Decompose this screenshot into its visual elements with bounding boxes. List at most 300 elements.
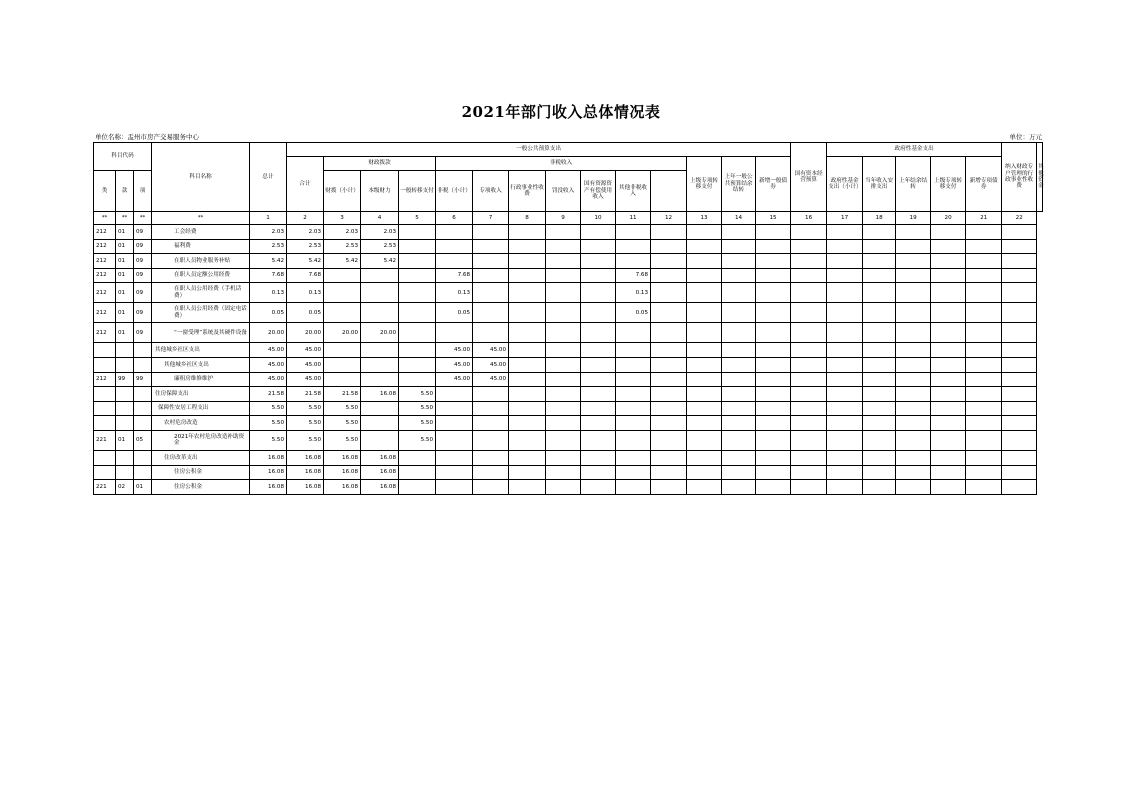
header-state-capital: 国有资本经营预算	[791, 143, 827, 212]
cell-empty	[791, 372, 827, 387]
cell-empty	[722, 372, 756, 387]
cell-empty	[687, 323, 722, 343]
cell-empty	[931, 450, 966, 465]
cell-empty	[546, 254, 581, 269]
cell-empty	[1002, 343, 1037, 358]
cell-empty	[896, 450, 931, 465]
cell-empty	[546, 323, 581, 343]
cell-empty	[791, 225, 827, 240]
header-kuan: 款	[116, 171, 134, 212]
cell-empty	[509, 465, 546, 480]
cell-lei	[94, 387, 116, 402]
cell-fiscal-sub: 16.08	[324, 450, 361, 465]
index-cell: 2	[287, 212, 324, 225]
cell-empty	[756, 450, 791, 465]
cell-other-nontax	[616, 225, 651, 240]
cell-empty	[827, 239, 863, 254]
cell-general-transfer	[399, 283, 436, 303]
cell-empty	[966, 323, 1002, 343]
cell-empty	[931, 357, 966, 372]
cell-empty	[931, 268, 966, 283]
cell-total: 20.00	[250, 323, 287, 343]
cell-empty	[756, 225, 791, 240]
header-new-special-bonds: 新增专项债券	[966, 157, 1002, 212]
header-nontax-income: 非税收入	[436, 157, 687, 171]
cell-empty	[827, 254, 863, 269]
cell-fiscal-sub	[324, 283, 361, 303]
cell-empty	[791, 450, 827, 465]
cell-empty	[863, 323, 896, 343]
cell-empty	[863, 387, 896, 402]
cell-empty	[687, 303, 722, 323]
cell-empty	[722, 225, 756, 240]
cell-empty	[756, 416, 791, 431]
cell-empty	[546, 303, 581, 323]
cell-empty	[509, 225, 546, 240]
cell-kuan: 01	[116, 268, 134, 283]
cell-empty	[722, 465, 756, 480]
cell-general-transfer	[399, 343, 436, 358]
cell-empty	[896, 303, 931, 323]
cell-kuan	[116, 387, 134, 402]
index-cell: 10	[581, 212, 616, 225]
cell-nontax-sub: 45.00	[436, 357, 473, 372]
cell-empty	[896, 239, 931, 254]
cell-empty	[966, 430, 1002, 450]
cell-empty	[827, 283, 863, 303]
cell-empty	[791, 416, 827, 431]
index-row	[94, 212, 1043, 225]
cell-lei: 212	[94, 372, 116, 387]
cell-empty	[931, 387, 966, 402]
cell-empty	[896, 357, 931, 372]
cell-other-nontax	[616, 416, 651, 431]
cell-name: 其他城乡社区支出	[152, 343, 250, 358]
cell-local-fiscal	[361, 401, 399, 416]
cell-local-fiscal: 16.08	[361, 450, 399, 465]
cell-empty	[966, 450, 1002, 465]
index-cell: 22	[1002, 212, 1037, 225]
header-code: 科目代码	[94, 143, 152, 171]
cell-nontax-sub	[436, 239, 473, 254]
header-admin-fees: 行政事业性收费	[509, 171, 546, 212]
cell-empty	[581, 430, 616, 450]
index-cell: 16	[791, 212, 827, 225]
cell-empty	[546, 387, 581, 402]
cell-empty	[581, 450, 616, 465]
cell-subtotal: 21.58	[287, 387, 324, 402]
cell-empty	[687, 283, 722, 303]
cell-fiscal-sub: 2.03	[324, 225, 361, 240]
cell-kuan: 99	[116, 372, 134, 387]
cell-kuan	[116, 450, 134, 465]
cell-kuan: 01	[116, 430, 134, 450]
cell-nontax-sub: 7.68	[436, 268, 473, 283]
cell-general-transfer	[399, 357, 436, 372]
cell-empty	[1002, 450, 1037, 465]
cell-lei	[94, 357, 116, 372]
cell-name: 福利费	[152, 239, 250, 254]
cell-subtotal: 0.05	[287, 303, 324, 323]
header-fiscal-sub: 财拨（小计）	[324, 171, 361, 212]
cell-empty	[896, 254, 931, 269]
cell-empty	[581, 357, 616, 372]
cell-empty	[1002, 268, 1037, 283]
cell-empty	[931, 303, 966, 323]
cell-empty	[931, 225, 966, 240]
cell-subtotal: 45.00	[287, 372, 324, 387]
cell-empty	[687, 430, 722, 450]
cell-empty	[509, 268, 546, 283]
cell-other-nontax: 0.13	[616, 283, 651, 303]
cell-subtotal: 5.50	[287, 416, 324, 431]
cell-local-fiscal	[361, 372, 399, 387]
cell-general-transfer: 5.50	[399, 387, 436, 402]
cell-name: “一窗受理”系统及其硬件设备	[152, 323, 250, 343]
cell-special-income	[473, 303, 509, 323]
table-row	[94, 268, 1043, 283]
cell-general-transfer: 5.50	[399, 401, 436, 416]
cell-total: 16.08	[250, 465, 287, 480]
cell-empty	[546, 416, 581, 431]
cell-fiscal-sub: 2.53	[324, 239, 361, 254]
cell-empty	[966, 465, 1002, 480]
cell-empty	[509, 357, 546, 372]
income-table	[93, 142, 1043, 495]
cell-lei: 221	[94, 430, 116, 450]
cell-name: 2021年农村危房改造补助资金	[152, 430, 250, 450]
cell-general-transfer	[399, 239, 436, 254]
cell-empty	[687, 225, 722, 240]
cell-empty	[1002, 225, 1037, 240]
cell-kuan: 01	[116, 254, 134, 269]
cell-local-fiscal	[361, 268, 399, 283]
unit-label: 单位：万元	[1009, 133, 1042, 141]
cell-empty	[827, 401, 863, 416]
cell-empty	[722, 387, 756, 402]
cell-fiscal-sub: 5.50	[324, 401, 361, 416]
cell-empty	[722, 480, 756, 495]
cell-empty	[1002, 254, 1037, 269]
header-fiscal-appropriation: 财政拨款	[324, 157, 436, 171]
cell-general-transfer	[399, 465, 436, 480]
cell-empty	[756, 254, 791, 269]
cell-xiang	[134, 416, 152, 431]
cell-subtotal: 45.00	[287, 343, 324, 358]
cell-subtotal: 20.00	[287, 323, 324, 343]
cell-nontax-sub	[436, 450, 473, 465]
index-cell: 18	[863, 212, 896, 225]
cell-name: 廉租房维修维护	[152, 372, 250, 387]
cell-local-fiscal: 2.53	[361, 239, 399, 254]
cell-empty	[581, 254, 616, 269]
index-cell: 8	[509, 212, 546, 225]
cell-empty	[756, 480, 791, 495]
cell-special-income: 45.00	[473, 343, 509, 358]
cell-subtotal: 16.08	[287, 465, 324, 480]
cell-fiscal-sub: 20.00	[324, 323, 361, 343]
cell-empty	[896, 268, 931, 283]
table-row	[94, 430, 1043, 450]
cell-empty	[509, 283, 546, 303]
cell-xiang: 09	[134, 303, 152, 323]
cell-special-income	[473, 465, 509, 480]
cell-empty	[863, 268, 896, 283]
cell-empty	[863, 372, 896, 387]
cell-empty	[509, 239, 546, 254]
cell-empty	[791, 343, 827, 358]
index-cell: 6	[436, 212, 473, 225]
cell-empty	[546, 450, 581, 465]
cell-local-fiscal	[361, 416, 399, 431]
cell-empty	[722, 416, 756, 431]
cell-lei	[94, 343, 116, 358]
cell-fiscal-sub: 5.50	[324, 416, 361, 431]
cell-empty	[931, 323, 966, 343]
cell-empty	[896, 480, 931, 495]
cell-other-nontax	[616, 430, 651, 450]
cell-subtotal: 5.50	[287, 401, 324, 416]
cell-total: 5.50	[250, 416, 287, 431]
cell-empty	[687, 416, 722, 431]
cell-special-income	[473, 268, 509, 283]
cell-empty	[651, 283, 687, 303]
cell-special-income: 45.00	[473, 372, 509, 387]
cell-total: 45.00	[250, 357, 287, 372]
index-cell: 20	[931, 212, 966, 225]
cell-local-fiscal: 5.42	[361, 254, 399, 269]
table-row	[94, 372, 1043, 387]
cell-empty	[827, 323, 863, 343]
cell-lei: 221	[94, 480, 116, 495]
cell-xiang	[134, 343, 152, 358]
cell-empty	[722, 343, 756, 358]
cell-total: 16.08	[250, 450, 287, 465]
index-cell: 3	[324, 212, 361, 225]
cell-kuan	[116, 357, 134, 372]
cell-special-income	[473, 430, 509, 450]
cell-empty	[966, 283, 1002, 303]
header-nontax-sub: 非税（小计）	[436, 171, 473, 212]
header-row-1	[94, 143, 1043, 157]
cell-subtotal: 16.08	[287, 450, 324, 465]
cell-empty	[509, 343, 546, 358]
cell-kuan: 02	[116, 480, 134, 495]
cell-empty	[651, 372, 687, 387]
header-prev-balance: 上年结余结转	[896, 157, 931, 212]
cell-general-transfer: 5.50	[399, 430, 436, 450]
cell-empty	[791, 268, 827, 283]
cell-empty	[722, 323, 756, 343]
cell-subtotal: 2.53	[287, 239, 324, 254]
cell-empty	[722, 239, 756, 254]
cell-kuan	[116, 401, 134, 416]
cell-fiscal-sub: 16.08	[324, 480, 361, 495]
cell-empty	[581, 268, 616, 283]
cell-subtotal: 45.00	[287, 357, 324, 372]
cell-subtotal: 0.13	[287, 283, 324, 303]
cell-other-nontax	[616, 343, 651, 358]
cell-empty	[1002, 372, 1037, 387]
cell-nontax-sub	[436, 480, 473, 495]
cell-empty	[581, 387, 616, 402]
cell-empty	[722, 268, 756, 283]
cell-empty	[827, 430, 863, 450]
cell-fiscal-sub	[324, 372, 361, 387]
cell-empty	[756, 401, 791, 416]
cell-empty	[966, 372, 1002, 387]
cell-empty	[722, 303, 756, 323]
header-current-income: 当年收入安排支出	[863, 157, 896, 212]
cell-other-nontax	[616, 465, 651, 480]
cell-name: 住房公积金	[152, 465, 250, 480]
cell-empty	[791, 323, 827, 343]
cell-total: 0.13	[250, 283, 287, 303]
cell-nontax-sub	[436, 465, 473, 480]
cell-total: 5.50	[250, 430, 287, 450]
cell-other-nontax	[616, 450, 651, 465]
cell-empty	[1002, 357, 1037, 372]
cell-empty	[546, 372, 581, 387]
cell-nontax-sub	[436, 416, 473, 431]
cell-empty	[756, 465, 791, 480]
cell-xiang	[134, 450, 152, 465]
cell-empty	[896, 372, 931, 387]
cell-empty	[863, 480, 896, 495]
cell-nontax-sub: 0.05	[436, 303, 473, 323]
cell-fiscal-sub: 5.50	[324, 430, 361, 450]
header-fiscal-special-account: 纳入财政专户管理的行政事业性收费	[1002, 143, 1037, 212]
cell-empty	[546, 465, 581, 480]
cell-local-fiscal	[361, 343, 399, 358]
cell-general-transfer	[399, 254, 436, 269]
cell-empty	[687, 450, 722, 465]
cell-subtotal: 2.03	[287, 225, 324, 240]
cell-empty	[791, 239, 827, 254]
cell-nontax-sub	[436, 323, 473, 343]
cell-total: 5.42	[250, 254, 287, 269]
cell-empty	[756, 283, 791, 303]
header-fines: 罚没收入	[546, 171, 581, 212]
cell-empty	[651, 480, 687, 495]
header-total: 总计	[250, 143, 287, 212]
index-cell: 12	[651, 212, 687, 225]
table-row	[94, 450, 1043, 465]
cell-empty	[791, 303, 827, 323]
cell-empty	[546, 239, 581, 254]
cell-general-transfer	[399, 450, 436, 465]
cell-empty	[546, 430, 581, 450]
cell-nontax-sub	[436, 254, 473, 269]
header-subtotal: 合计	[287, 157, 324, 212]
index-cell: 13	[687, 212, 722, 225]
cell-empty	[687, 357, 722, 372]
cell-empty	[722, 450, 756, 465]
cell-empty	[581, 343, 616, 358]
cell-empty	[546, 283, 581, 303]
cell-empty	[687, 465, 722, 480]
cell-empty	[651, 268, 687, 283]
cell-empty	[546, 343, 581, 358]
cell-empty	[896, 343, 931, 358]
cell-empty	[863, 239, 896, 254]
cell-empty	[896, 401, 931, 416]
cell-empty	[509, 387, 546, 402]
cell-empty	[756, 430, 791, 450]
header-xiang: 项	[134, 171, 152, 212]
cell-empty	[687, 343, 722, 358]
cell-local-fiscal: 16.08	[361, 480, 399, 495]
header-prev-year-carry: 上年一般公共预算结余结转	[722, 157, 756, 212]
cell-empty	[581, 372, 616, 387]
cell-total: 0.05	[250, 303, 287, 323]
index-cell: **	[134, 212, 152, 225]
cell-nontax-sub	[436, 387, 473, 402]
cell-empty	[966, 387, 1002, 402]
cell-empty	[791, 283, 827, 303]
cell-fiscal-sub: 16.08	[324, 465, 361, 480]
cell-xiang: 09	[134, 225, 152, 240]
cell-special-income	[473, 254, 509, 269]
cell-xiang: 09	[134, 268, 152, 283]
cell-empty	[827, 416, 863, 431]
cell-lei: 212	[94, 254, 116, 269]
cell-empty	[687, 401, 722, 416]
cell-empty	[896, 430, 931, 450]
cell-xiang	[134, 465, 152, 480]
cell-local-fiscal: 16.08	[361, 387, 399, 402]
cell-lei	[94, 465, 116, 480]
cell-total: 2.53	[250, 239, 287, 254]
cell-empty	[931, 465, 966, 480]
cell-lei: 212	[94, 323, 116, 343]
cell-empty	[863, 343, 896, 358]
cell-name: 在职人员物业服务补贴	[152, 254, 250, 269]
cell-xiang	[134, 387, 152, 402]
cell-empty	[827, 225, 863, 240]
cell-nontax-sub: 45.00	[436, 372, 473, 387]
cell-empty	[756, 387, 791, 402]
cell-name: 农村危房改造	[152, 416, 250, 431]
cell-nontax-sub: 45.00	[436, 343, 473, 358]
cell-empty	[931, 430, 966, 450]
cell-nontax-sub: 0.13	[436, 283, 473, 303]
table-row	[94, 480, 1043, 495]
cell-empty	[791, 480, 827, 495]
cell-name: 住房改革支出	[152, 450, 250, 465]
cell-total: 16.08	[250, 480, 287, 495]
cell-empty	[931, 283, 966, 303]
cell-fiscal-sub	[324, 357, 361, 372]
cell-empty	[931, 254, 966, 269]
cell-nontax-sub	[436, 430, 473, 450]
cell-empty	[546, 225, 581, 240]
cell-empty	[827, 387, 863, 402]
cell-general-transfer	[399, 268, 436, 283]
cell-empty	[509, 254, 546, 269]
header-gov-fund-sub: 政府性基金支出（小计）	[827, 157, 863, 212]
index-cell: 19	[896, 212, 931, 225]
cell-empty	[966, 480, 1002, 495]
cell-empty	[931, 372, 966, 387]
table-row	[94, 401, 1043, 416]
cell-xiang: 01	[134, 480, 152, 495]
cell-xiang: 05	[134, 430, 152, 450]
cell-lei: 212	[94, 239, 116, 254]
cell-other-nontax	[616, 387, 651, 402]
cell-other-nontax: 0.05	[616, 303, 651, 323]
cell-empty	[966, 401, 1002, 416]
